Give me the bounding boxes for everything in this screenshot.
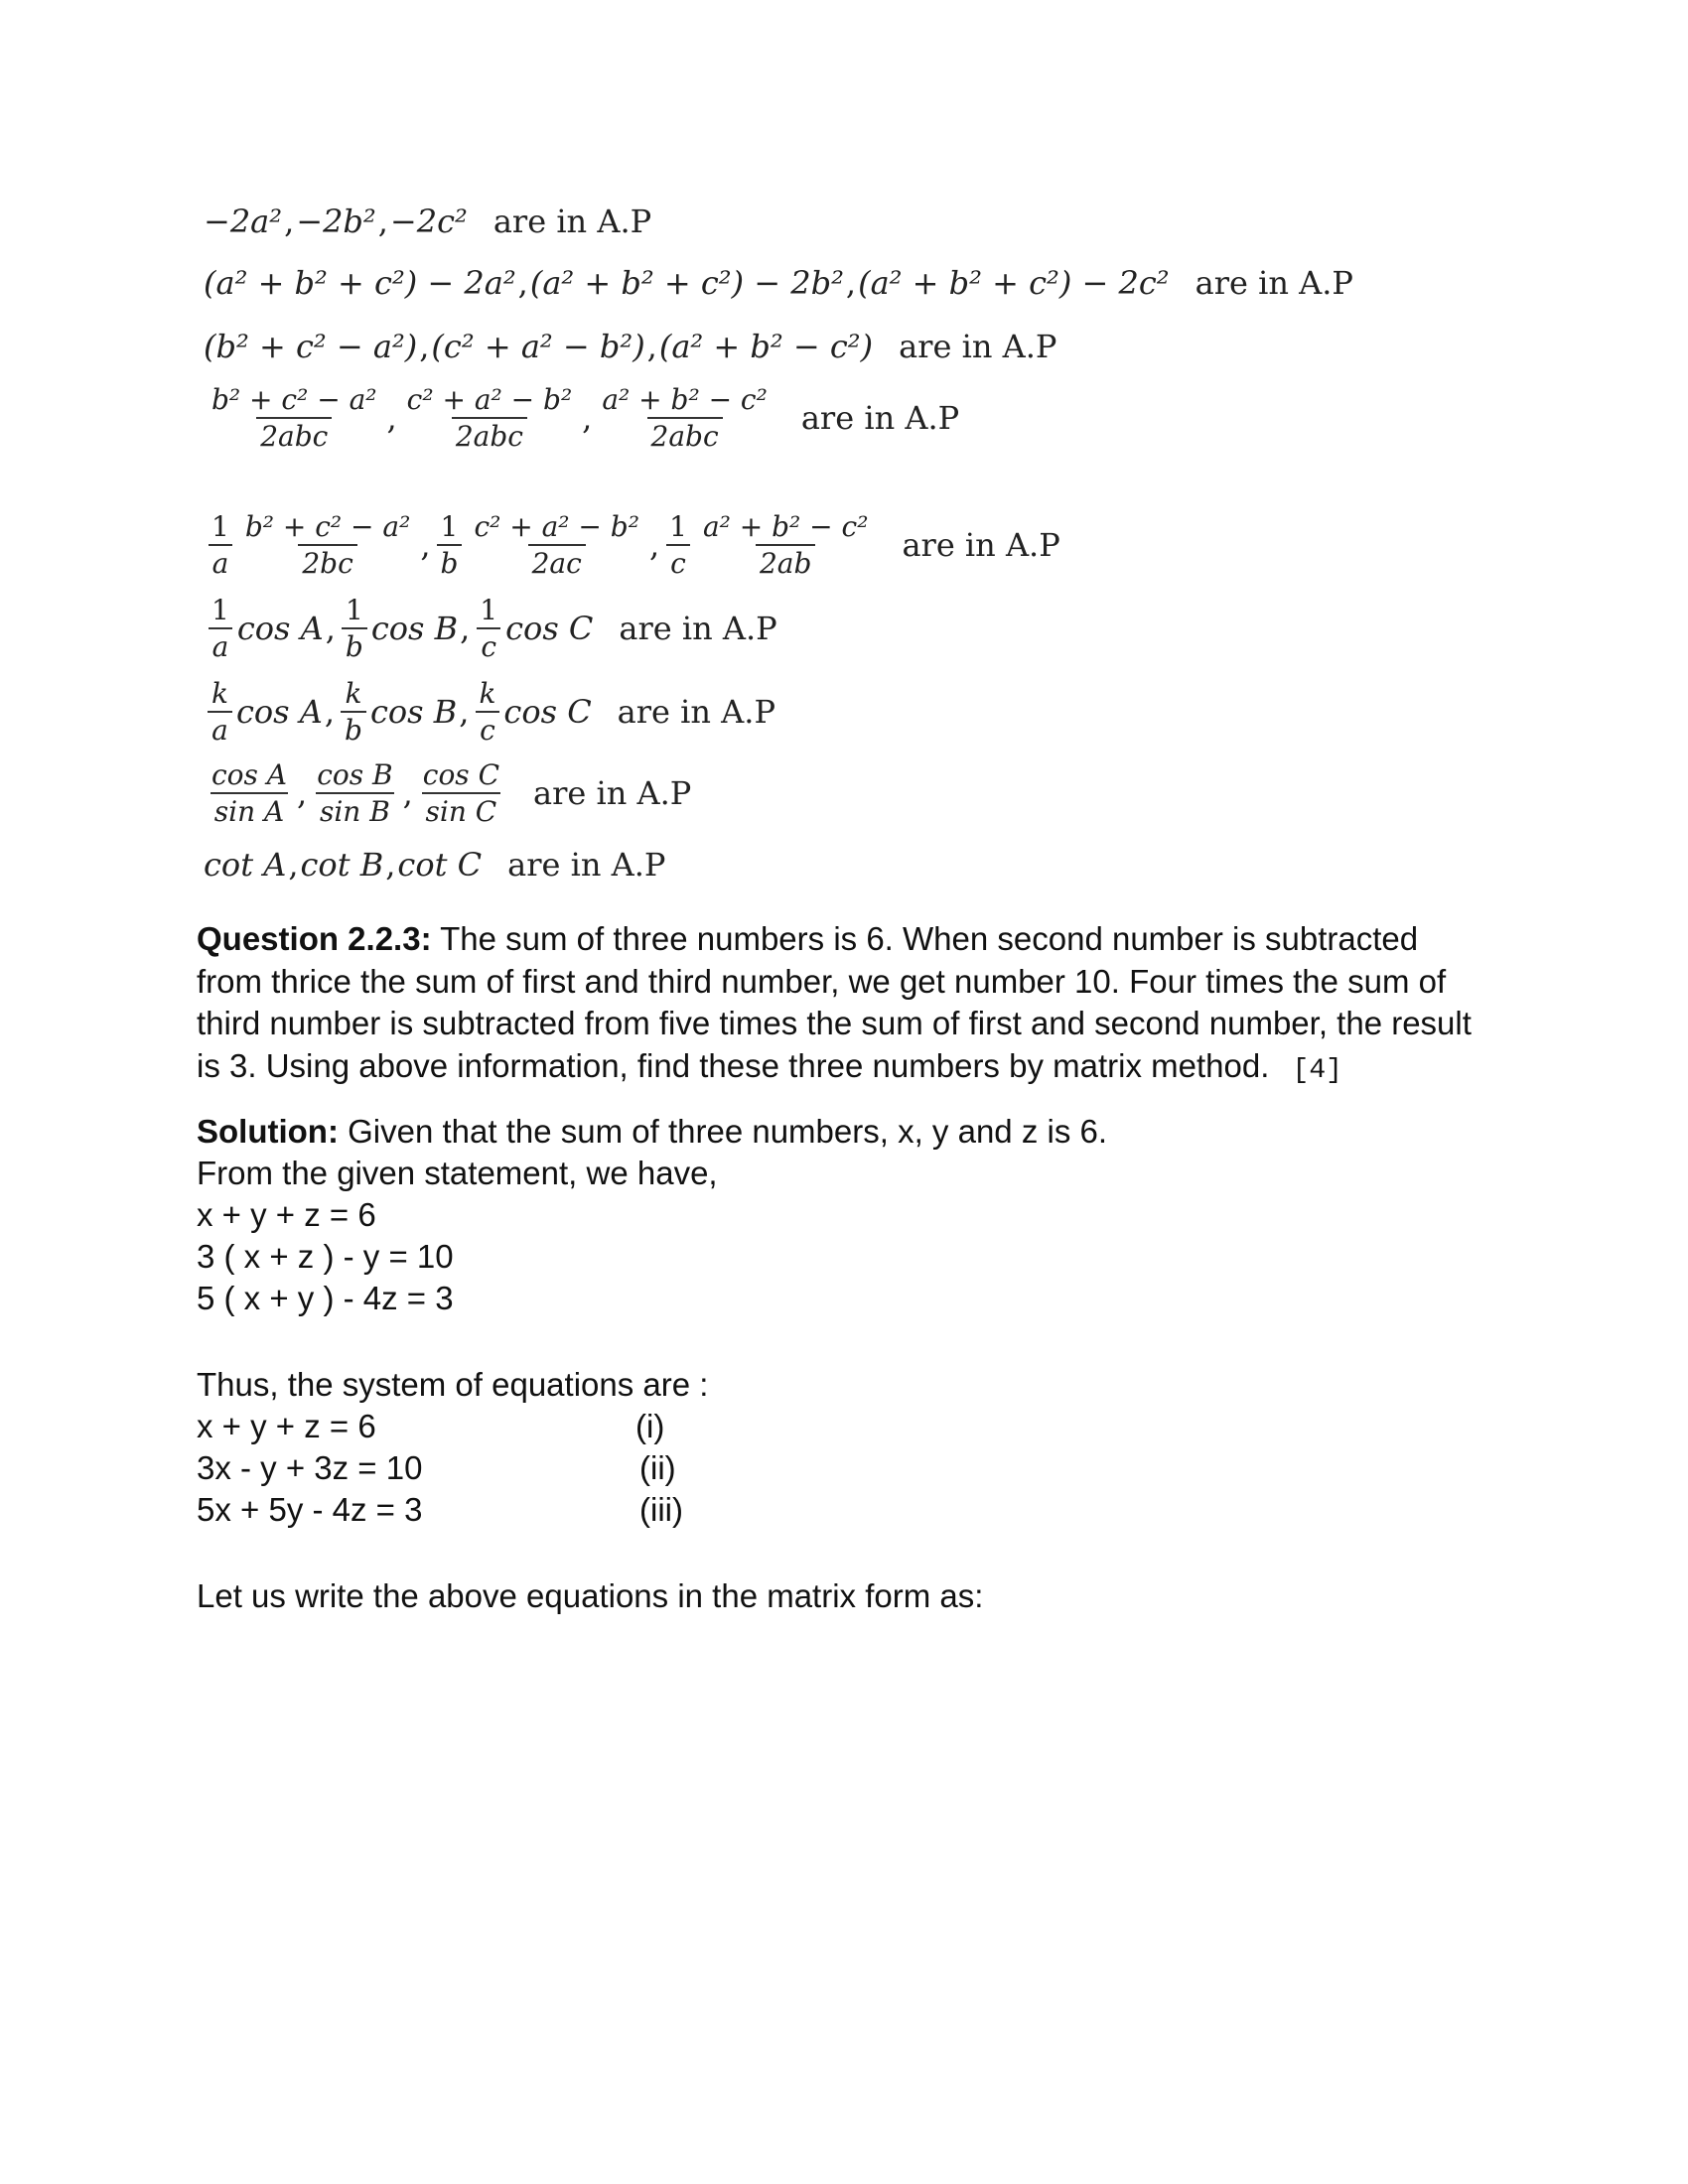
term: (c² + a² − b²) (431, 328, 645, 365)
denominator: 2abc (256, 417, 332, 451)
math-line-9: cot A , cot B , cot C are in A.P (204, 846, 666, 884)
term: (a² + b² + c²) − 2c² (858, 264, 1170, 302)
denominator: c (476, 711, 499, 745)
denominator: 2abc (647, 417, 723, 451)
ap-label: are in A.P (619, 610, 777, 648)
denominator: sin C (422, 792, 501, 826)
term: (a² + b² − c²) (658, 328, 874, 365)
fraction (476, 596, 501, 662)
term: cot C (397, 846, 483, 884)
math-line-5: $\frac{1}{a}$ $\frac{\text{b² + c² − a²}}{2bc}$ , $\frac{1}{b}$ $\frac{\text{c² + a² − b²}}{2ac}$ , $\frac{1}{c}$ $\frac{\text{a² + b² − c²}}{2ab}$ are in A.P (204, 512, 1060, 579)
numerator: 1 (669, 510, 687, 543)
given-equation: 3 ( x + z ) - y = 10 (197, 1238, 454, 1275)
math-line-4: $\frac{\text{b² + c² − a²}}{\text{2abc}}$ , $\frac{\text{c² + a² − b²}}{\text{2abc}}$ , $\frac{\text{a² + b² − c²}}{\text{2abc}}$ are in A.P (204, 385, 959, 452)
denominator: 2bc (298, 544, 356, 578)
numerator: a² + b² − c² (702, 510, 869, 543)
marks-badge: [4] (1292, 1054, 1342, 1086)
question-block (197, 918, 1487, 1092)
question-text: The sum of three numbers is 6. When second number is subtracted from thrice the sum of first and third number, we get number 10. Four times the sum of third number is subtracted from five times the sum of first and second number, the result is 3. Using above information, find these three numbers by matrix method. (197, 920, 1472, 1084)
system-equation: x + y + z = 6 (197, 1408, 376, 1444)
coef-fraction (437, 512, 463, 579)
equation-label: (iii) (639, 1491, 683, 1528)
ap-label: are in A.P (1195, 264, 1353, 302)
numerator: cos B (317, 758, 393, 791)
denominator: 2ac (528, 544, 586, 578)
denominator: c (477, 627, 500, 661)
trig-function: cos B (370, 610, 459, 648)
trig-function: cos B (369, 693, 458, 732)
fraction (342, 596, 367, 662)
ap-label: are in A.P (492, 203, 652, 240)
term: −2c² (389, 203, 468, 240)
solution-intro (197, 1111, 1107, 1153)
numerator: k (211, 677, 228, 710)
solution-intro-text: Given that the sum of three numbers, x, y and z is 6. (348, 1113, 1108, 1150)
math-line-1: −2a² , −2b² , −2c² are in A.P (204, 203, 652, 240)
denominator: b (341, 711, 366, 745)
system-heading: Thus, the system of equations are : (197, 1366, 709, 1403)
numerator: 1 (480, 594, 498, 626)
denominator: sin B (316, 792, 394, 826)
term: cot B (300, 846, 384, 884)
numerator: b² + c² − a² (211, 383, 377, 416)
trig-function: cos C (505, 610, 594, 648)
numerator: 1 (345, 594, 363, 626)
term: −2b² (296, 203, 376, 240)
denominator: b (437, 544, 463, 578)
term: cot A (204, 846, 287, 884)
matrix-intro: Let us write the above equations in the matrix form as: (197, 1577, 984, 1614)
system-equation: 5x + 5y - 4z = 3 (197, 1491, 423, 1528)
trig-function: cos A (236, 610, 324, 648)
numerator: cos C (422, 758, 499, 791)
fraction (403, 385, 577, 452)
trig-function: cos A (235, 693, 323, 732)
fraction (419, 760, 503, 827)
equation-label: (i) (635, 1408, 665, 1444)
numerator: 1 (211, 510, 229, 543)
question-label: Question 2.2.3: (197, 920, 432, 957)
fraction (208, 760, 291, 827)
coef-fraction (665, 512, 691, 579)
numerator: b² + c² − a² (244, 510, 411, 543)
solution-label: Solution: (197, 1113, 339, 1150)
given-equation: x + y + z = 6 (197, 1196, 376, 1233)
term: (a² + b² + c²) − 2a² (204, 264, 516, 302)
numerator: c² + a² − b² (474, 510, 639, 543)
term: −2a² (204, 203, 283, 240)
fraction (341, 679, 366, 746)
numerator: a² + b² − c² (602, 383, 768, 416)
fraction (313, 760, 396, 827)
fraction (598, 385, 772, 452)
numerator: 1 (211, 594, 229, 626)
numerator: cos A (211, 758, 288, 791)
denominator: c (666, 544, 690, 578)
fraction (475, 679, 499, 746)
equation-label: (ii) (639, 1449, 676, 1486)
fraction (470, 512, 643, 579)
ap-label: are in A.P (617, 693, 775, 732)
statement-line: From the given statement, we have, (197, 1155, 718, 1191)
fraction (699, 512, 873, 579)
fraction (208, 385, 381, 452)
math-line-3: (b² + c² − a²) , (c² + a² − b²) , (a² + b² − c²) are in A.P (204, 328, 1057, 365)
denominator: b (342, 627, 367, 661)
numerator: k (345, 677, 362, 710)
denominator: a (209, 544, 233, 578)
term: (b² + c² − a²) (204, 328, 418, 365)
coef-fraction (208, 512, 233, 579)
term: (a² + b² + c²) − 2b² (529, 264, 844, 302)
system-equation: 3x - y + 3z = 10 (197, 1449, 423, 1486)
fraction (208, 679, 232, 746)
ap-label: are in A.P (899, 328, 1057, 365)
math-line-8: $\frac{\text{cos A}}{\text{sin A}}$ , $\frac{\text{cos B}}{\text{sin B}}$ , $\frac{\text{cos C}}{\text{sin C}}$ are in A.P (204, 760, 691, 827)
trig-function: cos C (503, 693, 592, 732)
denominator: a (208, 711, 232, 745)
ap-label: are in A.P (507, 846, 666, 884)
ap-label: are in A.P (800, 399, 960, 438)
denominator: sin A (211, 792, 288, 826)
denominator: 2abc (452, 417, 527, 451)
ap-label: are in A.P (902, 526, 1060, 565)
fraction (241, 512, 415, 579)
math-line-7: $\frac{k}{a}$ cos A , $\frac{k}{b}$ cos B , $\frac{k}{c}$ cos C are in A.P (204, 679, 775, 746)
math-line-2: (a² + b² + c²) − 2a² , (a² + b² + c²) − 2b² , (a² + b² + c²) − 2c² are in A.P (204, 264, 1353, 302)
denominator: 2ab (756, 544, 815, 578)
given-equation: 5 ( x + y ) - 4z = 3 (197, 1280, 454, 1316)
fraction (208, 596, 233, 662)
numerator: 1 (440, 510, 459, 543)
math-line-6: $\frac{1}{a}$ cos A , $\frac{1}{b}$ cos B , $\frac{1}{c}$ cos C are in A.P (204, 596, 777, 662)
denominator: a (209, 627, 233, 661)
numerator: c² + a² − b² (406, 383, 573, 416)
numerator: k (479, 677, 496, 710)
ap-label: are in A.P (533, 774, 692, 813)
